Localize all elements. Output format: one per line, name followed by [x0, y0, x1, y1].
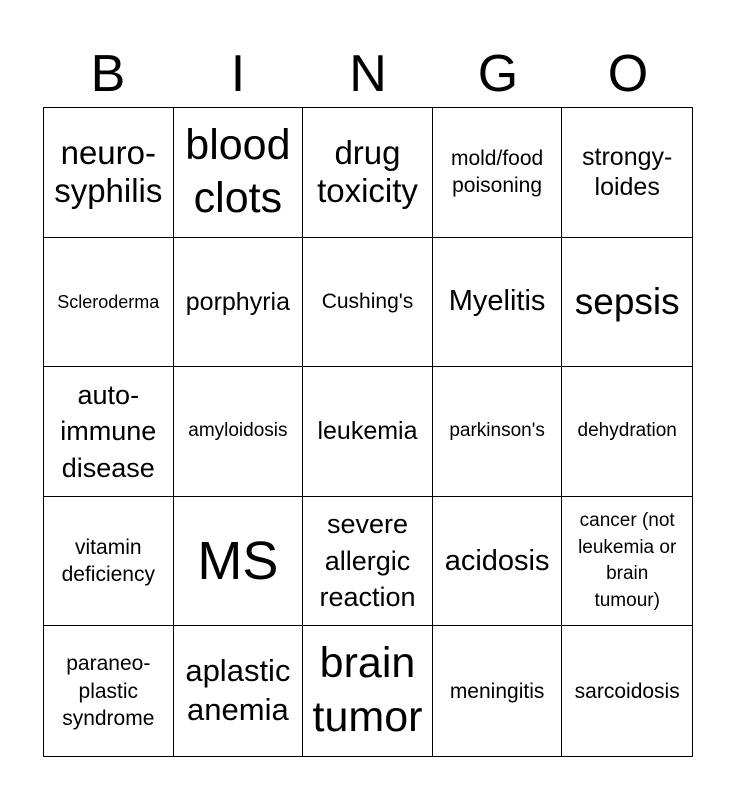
- cell-label: leukemia: [317, 417, 418, 446]
- bingo-cell[interactable]: [303, 108, 433, 238]
- header-letter-o: O: [607, 45, 649, 103]
- cell-label: cancer (not leukemia or brain tumour): [578, 509, 677, 611]
- cell-label: brain tumor: [312, 639, 423, 742]
- cell-label: severe allergic reaction: [319, 509, 416, 613]
- cell-label: sarcoidosis: [574, 679, 680, 703]
- bingo-cell[interactable]: [433, 367, 563, 497]
- cell-label: mold/food poisoning: [450, 147, 544, 198]
- bingo-cell[interactable]: [44, 238, 174, 368]
- bingo-cell[interactable]: [44, 497, 174, 627]
- header-letter-i: I: [230, 45, 246, 103]
- bingo-cell[interactable]: [562, 626, 692, 756]
- cell-label: Cushing's: [321, 290, 414, 314]
- cell-label: acidosis: [444, 544, 550, 577]
- bingo-cell[interactable]: [174, 238, 304, 368]
- cell-label: drug toxicity: [317, 134, 418, 210]
- bingo-cell[interactable]: [44, 367, 174, 497]
- bingo-cell[interactable]: [303, 367, 433, 497]
- bingo-cell[interactable]: [174, 626, 304, 756]
- bingo-board: [43, 107, 693, 757]
- bingo-cell[interactable]: [44, 626, 174, 756]
- bingo-cell[interactable]: [433, 626, 563, 756]
- cell-label: strongy- loides: [582, 143, 673, 202]
- bingo-cell[interactable]: [562, 108, 692, 238]
- bingo-cell[interactable]: [433, 497, 563, 627]
- cell-label: dehydration: [577, 420, 677, 442]
- header-letter-g: G: [477, 45, 519, 103]
- cell-label: amyloidosis: [188, 420, 288, 442]
- cell-label: MS: [197, 530, 279, 591]
- cell-label: aplastic anemia: [185, 653, 291, 728]
- cell-label: auto- immune disease: [60, 379, 157, 483]
- header-letter-n: N: [349, 45, 387, 103]
- bingo-header: [43, 44, 693, 104]
- bingo-cell[interactable]: [433, 108, 563, 238]
- bingo-cell[interactable]: [562, 497, 692, 627]
- cell-label: parkinson's: [449, 420, 545, 442]
- bingo-cell[interactable]: [433, 238, 563, 368]
- cell-label: vitamin deficiency: [61, 535, 155, 587]
- cell-label: blood clots: [185, 120, 291, 223]
- cell-label: neuro- syphilis: [54, 134, 163, 210]
- cell-label: Myelitis: [448, 285, 546, 318]
- bingo-cell[interactable]: [303, 626, 433, 756]
- bingo-cell[interactable]: [303, 238, 433, 368]
- bingo-cell[interactable]: [562, 238, 692, 368]
- bingo-cell[interactable]: [174, 497, 304, 627]
- bingo-cell[interactable]: [44, 108, 174, 238]
- cell-label: porphyria: [185, 287, 290, 316]
- bingo-cell[interactable]: [303, 497, 433, 627]
- bingo-cell[interactable]: [174, 108, 304, 238]
- cell-label: sepsis: [574, 280, 680, 322]
- bingo-cell[interactable]: [562, 367, 692, 497]
- bingo-cell[interactable]: [174, 367, 304, 497]
- cell-label: paraneo- plastic syndrome: [62, 652, 155, 730]
- header-letter-b: B: [90, 45, 126, 103]
- cell-label: meningitis: [449, 679, 545, 703]
- cell-label: Scleroderma: [57, 291, 160, 312]
